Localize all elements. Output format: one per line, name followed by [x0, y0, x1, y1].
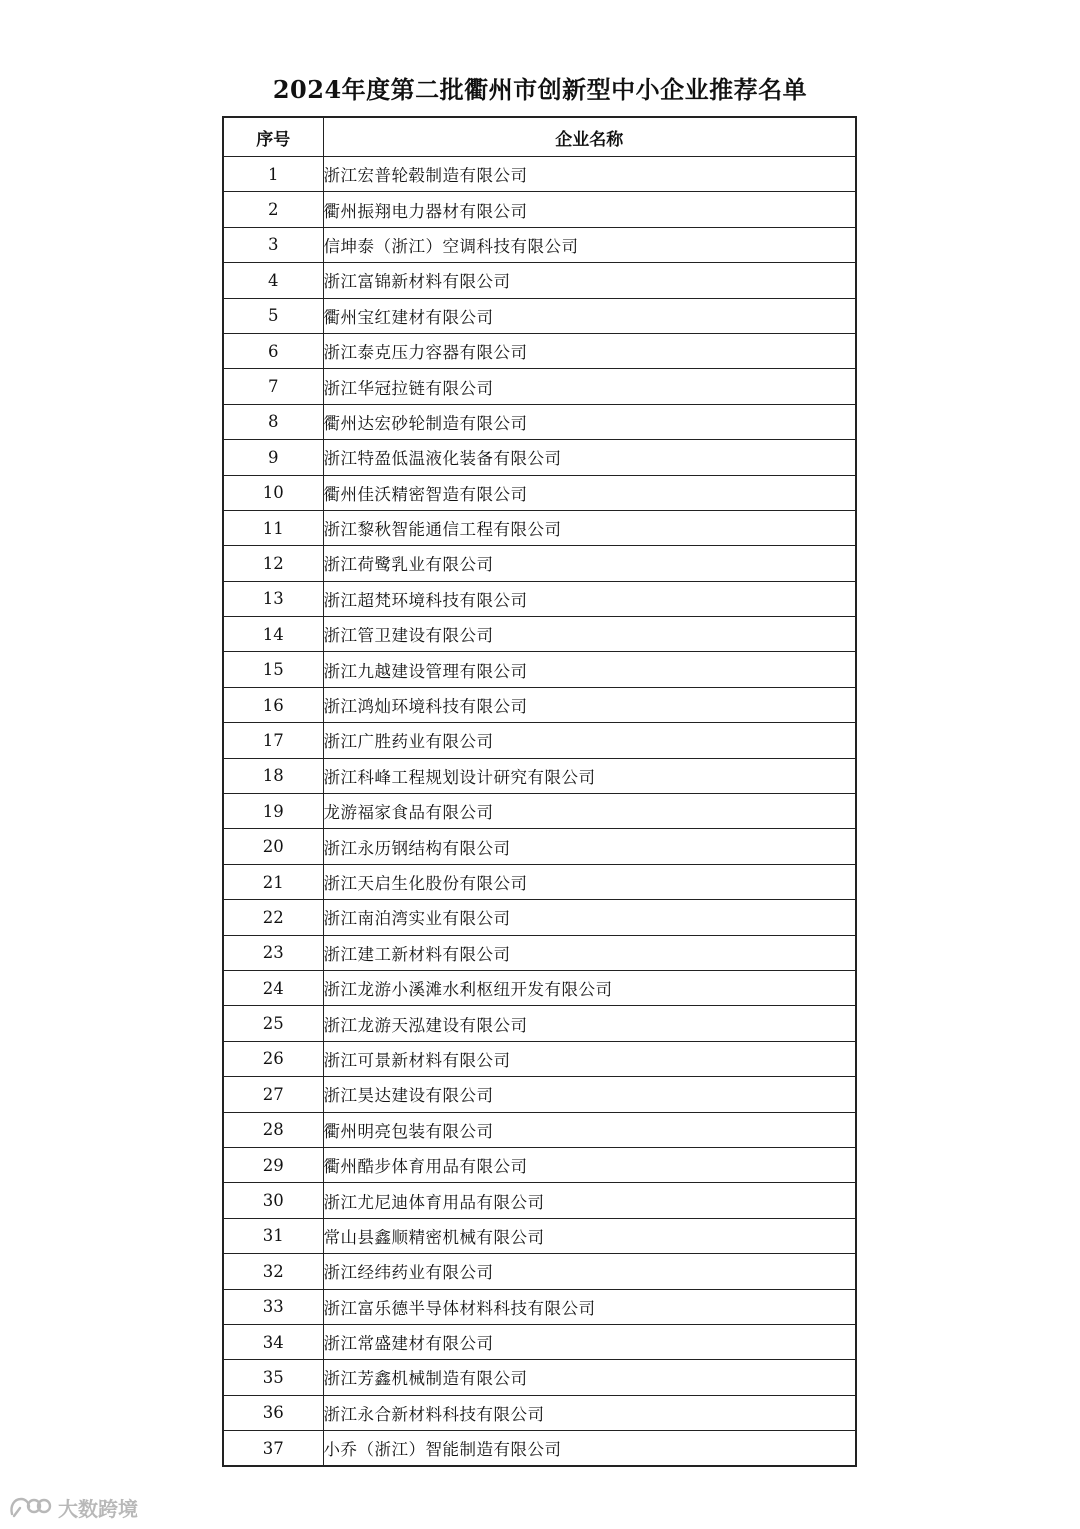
table-row	[223, 794, 856, 829]
company-name: 常山县鑫顺精密机械有限公司	[323, 1218, 856, 1253]
brand-logo-icon	[8, 1494, 52, 1520]
table-row	[223, 1077, 856, 1112]
table-row	[223, 935, 856, 970]
company-name: 小乔（浙江）智能制造有限公司	[323, 1431, 856, 1467]
row-number: 12	[223, 546, 323, 581]
company-name: 浙江芳鑫机械制造有限公司	[323, 1360, 856, 1395]
company-name: 浙江九越建设管理有限公司	[323, 652, 856, 687]
company-name: 浙江永合新材料科技有限公司	[323, 1395, 856, 1430]
row-number: 23	[223, 935, 323, 970]
table-row	[223, 369, 856, 404]
table-row	[223, 298, 856, 333]
company-name: 浙江经纬药业有限公司	[323, 1254, 856, 1289]
company-name: 浙江黎秋智能通信工程有限公司	[323, 510, 856, 545]
table-row	[223, 723, 856, 758]
row-number: 13	[223, 581, 323, 616]
company-name: 浙江超梵环境科技有限公司	[323, 581, 856, 616]
row-number: 24	[223, 970, 323, 1005]
table-row	[223, 1006, 856, 1041]
table-row	[223, 333, 856, 368]
table-row	[223, 1041, 856, 1076]
table-row	[223, 404, 856, 439]
table-row	[223, 864, 856, 899]
company-name: 信坤泰（浙江）空调科技有限公司	[323, 227, 856, 262]
company-name: 浙江宏普轮毂制造有限公司	[323, 157, 856, 192]
company-name: 浙江南泊湾实业有限公司	[323, 900, 856, 935]
company-name: 浙江尤尼迪体育用品有限公司	[323, 1183, 856, 1218]
row-number: 15	[223, 652, 323, 687]
row-number: 27	[223, 1077, 323, 1112]
row-number: 3	[223, 227, 323, 262]
row-number: 10	[223, 475, 323, 510]
row-number: 29	[223, 1147, 323, 1182]
company-name: 浙江龙游天泓建设有限公司	[323, 1006, 856, 1041]
page-title: 2024年度第二批衢州市创新型中小企业推荐名单	[272, 75, 808, 104]
company-name: 浙江昊达建设有限公司	[323, 1077, 856, 1112]
row-number: 9	[223, 440, 323, 475]
company-name: 衢州明亮包装有限公司	[323, 1112, 856, 1147]
watermark	[8, 1492, 138, 1522]
table-row	[223, 192, 856, 227]
company-name: 浙江可景新材料有限公司	[323, 1041, 856, 1076]
row-number: 7	[223, 369, 323, 404]
row-number: 1	[223, 157, 323, 192]
row-number: 30	[223, 1183, 323, 1218]
header-no: 序号	[223, 117, 323, 157]
row-number: 21	[223, 864, 323, 899]
table-row	[223, 1360, 856, 1395]
table-row	[223, 758, 856, 793]
company-name: 衢州振翔电力器材有限公司	[323, 192, 856, 227]
row-number: 22	[223, 900, 323, 935]
row-number: 26	[223, 1041, 323, 1076]
table-row	[223, 1431, 856, 1467]
table-row	[223, 546, 856, 581]
row-number: 19	[223, 794, 323, 829]
table-row	[223, 970, 856, 1005]
row-number: 34	[223, 1324, 323, 1359]
row-number: 37	[223, 1431, 323, 1467]
row-number: 17	[223, 723, 323, 758]
company-name: 浙江广胜药业有限公司	[323, 723, 856, 758]
company-name: 浙江科峰工程规划设计研究有限公司	[323, 758, 856, 793]
table-row	[223, 581, 856, 616]
company-name: 衢州宝红建材有限公司	[323, 298, 856, 333]
company-name: 衢州达宏砂轮制造有限公司	[323, 404, 856, 439]
row-number: 5	[223, 298, 323, 333]
company-name: 浙江鸿灿环境科技有限公司	[323, 687, 856, 722]
table-row	[223, 440, 856, 475]
company-name: 浙江管卫建设有限公司	[323, 617, 856, 652]
company-table	[222, 116, 857, 1467]
table-row	[223, 227, 856, 262]
row-number: 14	[223, 617, 323, 652]
company-name: 衢州佳沃精密智造有限公司	[323, 475, 856, 510]
table-row	[223, 1183, 856, 1218]
table-row	[223, 1218, 856, 1253]
row-number: 36	[223, 1395, 323, 1430]
row-number: 31	[223, 1218, 323, 1253]
company-name: 浙江泰克压力容器有限公司	[323, 333, 856, 368]
row-number: 2	[223, 192, 323, 227]
row-number: 25	[223, 1006, 323, 1041]
table-row	[223, 510, 856, 545]
company-name: 龙游福家食品有限公司	[323, 794, 856, 829]
company-name: 浙江华冠拉链有限公司	[323, 369, 856, 404]
company-name: 浙江建工新材料有限公司	[323, 935, 856, 970]
row-number: 11	[223, 510, 323, 545]
table-row	[223, 617, 856, 652]
table-row	[223, 1289, 856, 1324]
company-name: 浙江富乐德半导体材料科技有限公司	[323, 1289, 856, 1324]
row-number: 32	[223, 1254, 323, 1289]
row-number: 20	[223, 829, 323, 864]
company-name: 浙江永历钢结构有限公司	[323, 829, 856, 864]
table-header-row	[223, 117, 856, 157]
company-name: 浙江龙游小溪滩水利枢纽开发有限公司	[323, 970, 856, 1005]
company-name: 浙江荷鹭乳业有限公司	[323, 546, 856, 581]
company-name: 衢州酷步体育用品有限公司	[323, 1147, 856, 1182]
company-name: 浙江天启生化股份有限公司	[323, 864, 856, 899]
table-row	[223, 829, 856, 864]
row-number: 6	[223, 333, 323, 368]
table-row	[223, 687, 856, 722]
watermark-text: 大数跨境	[58, 1496, 138, 1521]
table-row	[223, 1112, 856, 1147]
row-number: 33	[223, 1289, 323, 1324]
row-number: 8	[223, 404, 323, 439]
table-body	[223, 157, 856, 1467]
table-row	[223, 475, 856, 510]
table-row	[223, 1254, 856, 1289]
company-name: 浙江常盛建材有限公司	[323, 1324, 856, 1359]
row-number: 16	[223, 687, 323, 722]
table-row	[223, 1395, 856, 1430]
table-row	[223, 1324, 856, 1359]
row-number: 28	[223, 1112, 323, 1147]
table-row	[223, 157, 856, 192]
table-row	[223, 900, 856, 935]
row-number: 35	[223, 1360, 323, 1395]
row-number: 18	[223, 758, 323, 793]
header-name: 企业名称	[323, 117, 856, 157]
table-row	[223, 652, 856, 687]
table-row	[223, 1147, 856, 1182]
company-name: 浙江特盈低温液化装备有限公司	[323, 440, 856, 475]
company-name: 浙江富锦新材料有限公司	[323, 263, 856, 298]
row-number: 4	[223, 263, 323, 298]
table-row	[223, 263, 856, 298]
